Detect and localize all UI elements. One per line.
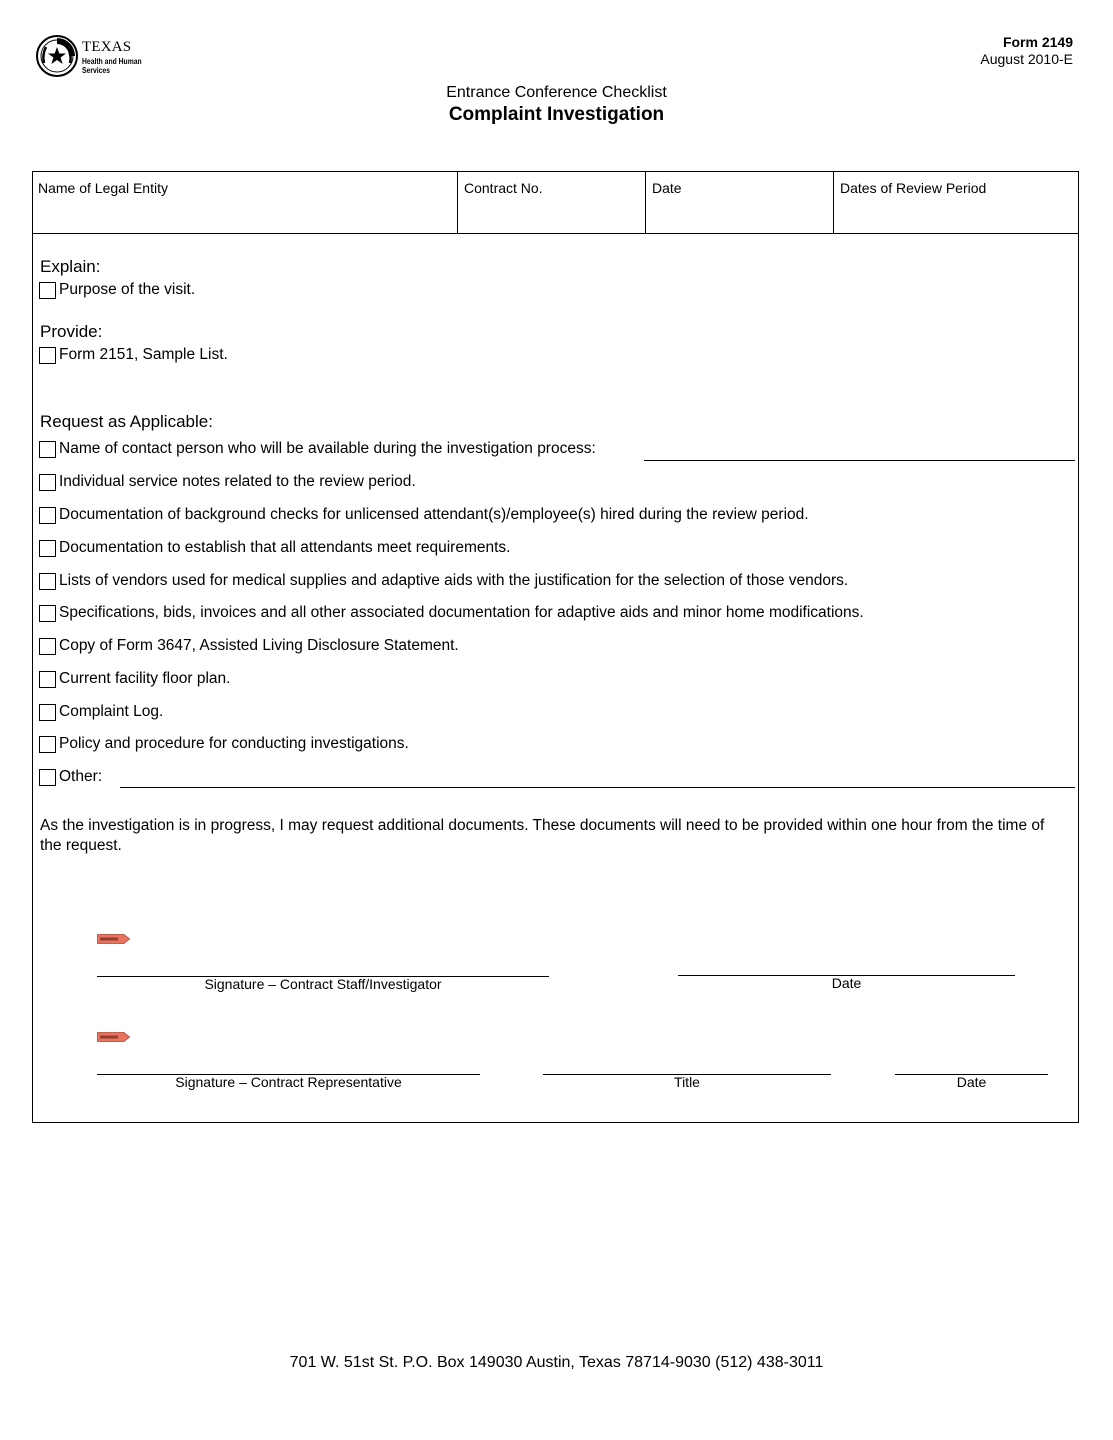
checklist-item-label: Specifications, bids, invoices and all other associated documentation for adaptive aids and minor home modifications. bbox=[59, 604, 864, 621]
logo-subtitle bbox=[82, 57, 142, 75]
checklist-item bbox=[39, 506, 809, 524]
checklist-item-label: Current facility floor plan. bbox=[59, 670, 231, 687]
checkbox[interactable] bbox=[39, 769, 56, 786]
sign-here-tag-icon[interactable] bbox=[97, 1032, 130, 1042]
checklist-item-label: Other: bbox=[59, 768, 103, 785]
checklist-item bbox=[39, 768, 102, 786]
checklist-item-label: Complaint Log. bbox=[59, 703, 164, 720]
logo-wordmark: TEXAS bbox=[82, 39, 132, 55]
contract-no-label: Contract No. bbox=[464, 180, 543, 196]
review-period-field[interactable] bbox=[834, 171, 1079, 233]
hhs-logo bbox=[36, 35, 156, 81]
checklist-item-label: Individual service notes related to the review period. bbox=[59, 473, 416, 490]
checkbox[interactable] bbox=[39, 347, 56, 364]
info-table bbox=[32, 171, 1079, 234]
checklist-item bbox=[39, 281, 195, 299]
footer-address: 701 W. 51st St. P.O. Box 149030 Austin, Texas 78714-9030 (512) 438-3011 bbox=[289, 1354, 824, 1371]
date-label: Date bbox=[652, 180, 682, 196]
checklist-item-label: Documentation of background checks for unlicensed attendant(s)/employee(s) hired during the review period. bbox=[59, 506, 809, 523]
legal-entity-field[interactable] bbox=[32, 171, 458, 233]
checkbox[interactable] bbox=[39, 638, 56, 655]
request-heading: Request as Applicable: bbox=[40, 412, 213, 431]
checklist-item bbox=[39, 670, 230, 688]
explain-heading: Explain: bbox=[40, 257, 101, 276]
checkbox[interactable] bbox=[39, 441, 56, 458]
checklist-item-label: Policy and procedure for conducting investigations. bbox=[59, 735, 409, 752]
provide-heading: Provide: bbox=[40, 322, 103, 341]
logo-subtitle-line2: Services bbox=[82, 66, 110, 75]
checklist-item-label: Lists of vendors used for medical supplies and adaptive aids with the justification for the selection of those vendors. bbox=[59, 572, 849, 589]
checklist-item bbox=[39, 572, 848, 590]
checkbox[interactable] bbox=[39, 474, 56, 491]
checkbox[interactable] bbox=[39, 704, 56, 721]
checkbox[interactable] bbox=[39, 507, 56, 524]
document-subtitle: Complaint Investigation bbox=[448, 104, 665, 125]
investigator-signature-label: Signature – Contract Staff/Investigator bbox=[204, 976, 442, 992]
contact-person-input-line[interactable] bbox=[644, 460, 1075, 461]
checkbox[interactable] bbox=[39, 282, 56, 299]
checklist-item bbox=[39, 735, 409, 753]
representative-title-label: Title bbox=[674, 1074, 700, 1090]
checkbox[interactable] bbox=[39, 671, 56, 688]
checklist-item-label: Copy of Form 3647, Assisted Living Disclosure Statement. bbox=[59, 637, 459, 654]
checkbox[interactable] bbox=[39, 736, 56, 753]
checklist-item-label: Name of contact person who will be available during the investigation process: bbox=[59, 440, 596, 457]
checklist-item bbox=[39, 440, 596, 458]
checklist-item bbox=[39, 604, 864, 622]
texas-state-seal-icon bbox=[36, 35, 78, 77]
other-input-line[interactable] bbox=[120, 787, 1075, 788]
representative-signature-label: Signature – Contract Representative bbox=[175, 1074, 402, 1090]
form-number: Form 2149 bbox=[1002, 34, 1073, 50]
checklist-item-label: Documentation to establish that all attendants meet requirements. bbox=[59, 539, 511, 556]
notice-paragraph: As the investigation is in progress, I may request additional documents. These documents will need to be provided within one hour from the time of the request. bbox=[40, 817, 1045, 854]
logo-subtitle-line1: Health and Human bbox=[82, 57, 142, 66]
contract-no-field[interactable] bbox=[458, 171, 646, 233]
checklist-item-label: Form 2151, Sample List. bbox=[59, 346, 228, 363]
sign-here-tag-icon[interactable] bbox=[97, 934, 130, 944]
checkbox[interactable] bbox=[39, 605, 56, 622]
checklist-item bbox=[39, 703, 163, 721]
investigator-date-label: Date bbox=[831, 975, 862, 991]
checkbox[interactable] bbox=[39, 573, 56, 590]
date-field[interactable] bbox=[646, 171, 834, 233]
checklist-item bbox=[39, 473, 416, 491]
document-title: Entrance Conference Checklist bbox=[446, 84, 667, 101]
representative-date-label: Date bbox=[956, 1074, 987, 1090]
checklist-item bbox=[39, 346, 228, 364]
form-revision-date: August 2010-E bbox=[980, 51, 1073, 67]
review-period-label: Dates of Review Period bbox=[840, 180, 987, 196]
checklist-item bbox=[39, 539, 510, 557]
checkbox[interactable] bbox=[39, 540, 56, 557]
checklist-item bbox=[39, 637, 459, 655]
checklist-item-label: Purpose of the visit. bbox=[59, 281, 196, 298]
legal-entity-label: Name of Legal Entity bbox=[38, 180, 168, 196]
